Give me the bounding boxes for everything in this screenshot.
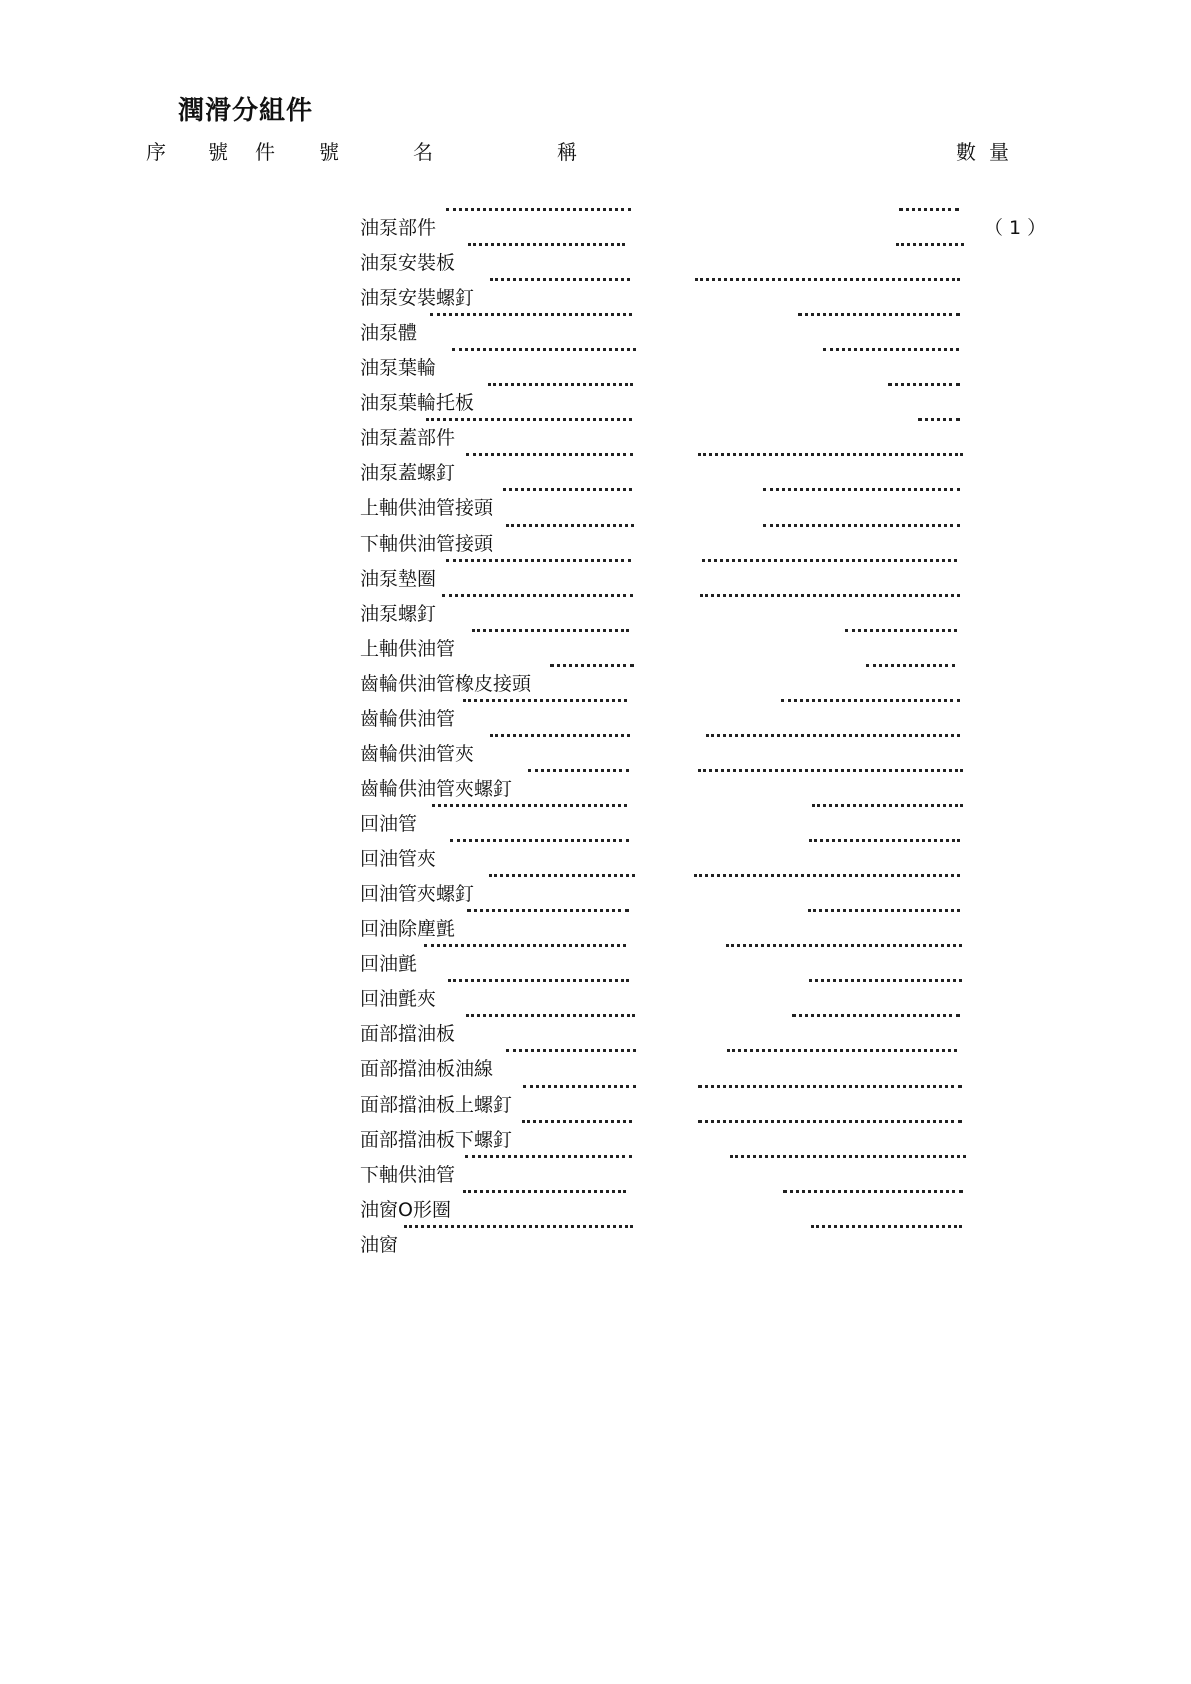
dot-leader-right: [918, 418, 960, 421]
part-name: 齒輪供油管夾螺釘: [360, 777, 513, 800]
part-row: [0, 593, 1191, 628]
part-row: [0, 312, 1191, 347]
part-name: 齒輪供油管橡皮接頭: [360, 672, 532, 695]
part-name: 油泵墊圈: [360, 567, 437, 590]
part-row: [0, 663, 1191, 698]
part-row: [0, 1048, 1191, 1083]
dot-leader-right: [811, 1225, 962, 1228]
dot-leader-right: [763, 524, 960, 527]
dot-leader-left: [468, 243, 625, 246]
part-row: [0, 1119, 1191, 1154]
dot-leader-right: [899, 208, 959, 211]
part-name: 下軸供油管接頭: [360, 532, 494, 555]
dot-leader-right: [783, 1190, 963, 1193]
dot-leader-left: [467, 909, 629, 912]
dot-leader-left: [503, 488, 632, 491]
part-row: [0, 452, 1191, 487]
part-name: 油泵蓋螺釘: [360, 462, 456, 485]
dot-leader-right: [702, 559, 957, 562]
part-name: 齒輪供油管: [360, 707, 456, 730]
part-row: [0, 347, 1191, 382]
part-name: 油泵體: [360, 322, 418, 345]
dot-leader-left: [450, 839, 629, 842]
dot-leader-right: [700, 594, 960, 597]
part-name: 齒輪供油管夾: [360, 742, 475, 765]
dot-leader-left: [550, 664, 634, 667]
dot-leader-right: [694, 874, 960, 877]
header-part-no: 號: [319, 140, 339, 164]
part-row: [0, 1224, 1191, 1259]
part-name: 油泵螺釘: [360, 602, 437, 625]
dot-leader-left: [472, 629, 629, 632]
dot-leader-left: [528, 769, 629, 772]
dot-leader-left: [424, 944, 626, 947]
dot-leader-left: [522, 1120, 632, 1123]
part-row: [0, 523, 1191, 558]
part-row: [0, 803, 1191, 838]
dot-leader-left: [488, 383, 633, 386]
part-name: 下軸供油管: [360, 1163, 456, 1186]
dot-leader-left: [490, 734, 630, 737]
part-row: [0, 382, 1191, 417]
part-row: [0, 242, 1191, 277]
part-row: [0, 417, 1191, 452]
part-name: 回油除塵氈: [360, 918, 456, 941]
dot-leader-right: [809, 979, 962, 982]
dot-leader-right: [727, 1049, 957, 1052]
part-row: [0, 943, 1191, 978]
dot-leader-right: [809, 839, 960, 842]
dot-leader-left: [446, 208, 631, 211]
dot-leader-left: [446, 559, 631, 562]
dot-leader-right: [698, 1085, 962, 1088]
part-name: 上軸供油管: [360, 637, 456, 660]
dot-leader-right: [726, 944, 962, 947]
part-name: 油窗: [360, 1233, 399, 1256]
dot-leader-right: [730, 1155, 966, 1158]
part-row: [0, 768, 1191, 803]
dot-leader-left: [466, 453, 633, 456]
part-name: 油窗O形圈: [360, 1198, 451, 1221]
dot-leader-right: [695, 278, 960, 281]
part-row: [0, 277, 1191, 312]
part-name: 上軸供油管接頭: [360, 497, 494, 520]
part-name: 油泵安裝螺釘: [360, 287, 475, 310]
dot-leader-left: [466, 1014, 635, 1017]
part-quantity: （ 1 ）: [984, 217, 1047, 239]
dot-leader-left: [523, 1085, 636, 1088]
part-row: [0, 698, 1191, 733]
part-name: 油泵蓋部件: [360, 427, 456, 450]
part-row: [0, 908, 1191, 943]
header-qty-2: 量: [989, 140, 1009, 164]
part-name: 面部擋油板油線: [360, 1058, 494, 1081]
part-name: 油泵葉輪: [360, 357, 437, 380]
part-row: [0, 207, 1191, 242]
dot-leader-left: [426, 418, 632, 421]
dot-leader-left: [442, 594, 633, 597]
dot-leader-right: [698, 769, 963, 772]
dot-leader-right: [763, 488, 960, 491]
part-row: [0, 873, 1191, 908]
dot-leader-left: [448, 979, 629, 982]
dot-leader-right: [698, 453, 963, 456]
part-name: 油泵部件: [360, 217, 437, 239]
dot-leader-right: [798, 313, 960, 316]
header-name-1: 名: [413, 140, 433, 164]
part-name: 回油氈: [360, 953, 418, 976]
part-name: 面部擋油板: [360, 1023, 456, 1046]
page-title: 潤滑分組件: [178, 96, 314, 126]
dot-leader-left: [506, 1049, 636, 1052]
dot-leader-right: [845, 629, 957, 632]
part-row: [0, 1084, 1191, 1119]
dot-leader-right: [866, 664, 955, 667]
part-name: 回油管夾螺釘: [360, 883, 475, 906]
dot-leader-right: [792, 1014, 960, 1017]
dot-leader-right: [823, 348, 959, 351]
dot-leader-right: [896, 243, 964, 246]
dot-leader-left: [465, 1155, 632, 1158]
dot-leader-left: [489, 874, 635, 877]
dot-leader-left: [404, 1225, 633, 1228]
dot-leader-left: [432, 804, 627, 807]
dot-leader-right: [706, 734, 960, 737]
part-row: [0, 733, 1191, 768]
dot-leader-left: [430, 313, 632, 316]
dot-leader-right: [698, 1120, 962, 1123]
header-seq: 序: [146, 140, 166, 164]
header-no: 號: [208, 140, 228, 164]
header-qty-1: 數: [956, 140, 976, 164]
dot-leader-left: [506, 524, 634, 527]
dot-leader-left: [452, 348, 636, 351]
part-row: [0, 838, 1191, 873]
dot-leader-left: [463, 1190, 626, 1193]
header-name-2: 稱: [557, 140, 577, 164]
part-name: 面部擋油板下螺釘: [360, 1128, 513, 1151]
dot-leader-right: [808, 909, 960, 912]
part-row: [0, 978, 1191, 1013]
part-row: [0, 628, 1191, 663]
header-part: 件: [255, 140, 275, 164]
dot-leader-right: [781, 699, 960, 702]
part-row: [0, 1154, 1191, 1189]
part-name: 面部擋油板上螺釘: [360, 1093, 513, 1116]
part-name: 回油氈夾: [360, 988, 437, 1011]
part-name: 油泵葉輪托板: [360, 392, 475, 415]
part-name: 回油管: [360, 813, 418, 836]
dot-leader-left: [490, 278, 630, 281]
dot-leader-right: [888, 383, 960, 386]
part-row: [0, 1013, 1191, 1048]
part-row: [0, 558, 1191, 593]
dot-leader-left: [463, 699, 627, 702]
part-name: 油泵安裝板: [360, 252, 456, 275]
part-name: 回油管夾: [360, 848, 437, 871]
part-row: [0, 487, 1191, 522]
part-row: [0, 1189, 1191, 1224]
dot-leader-right: [812, 804, 963, 807]
